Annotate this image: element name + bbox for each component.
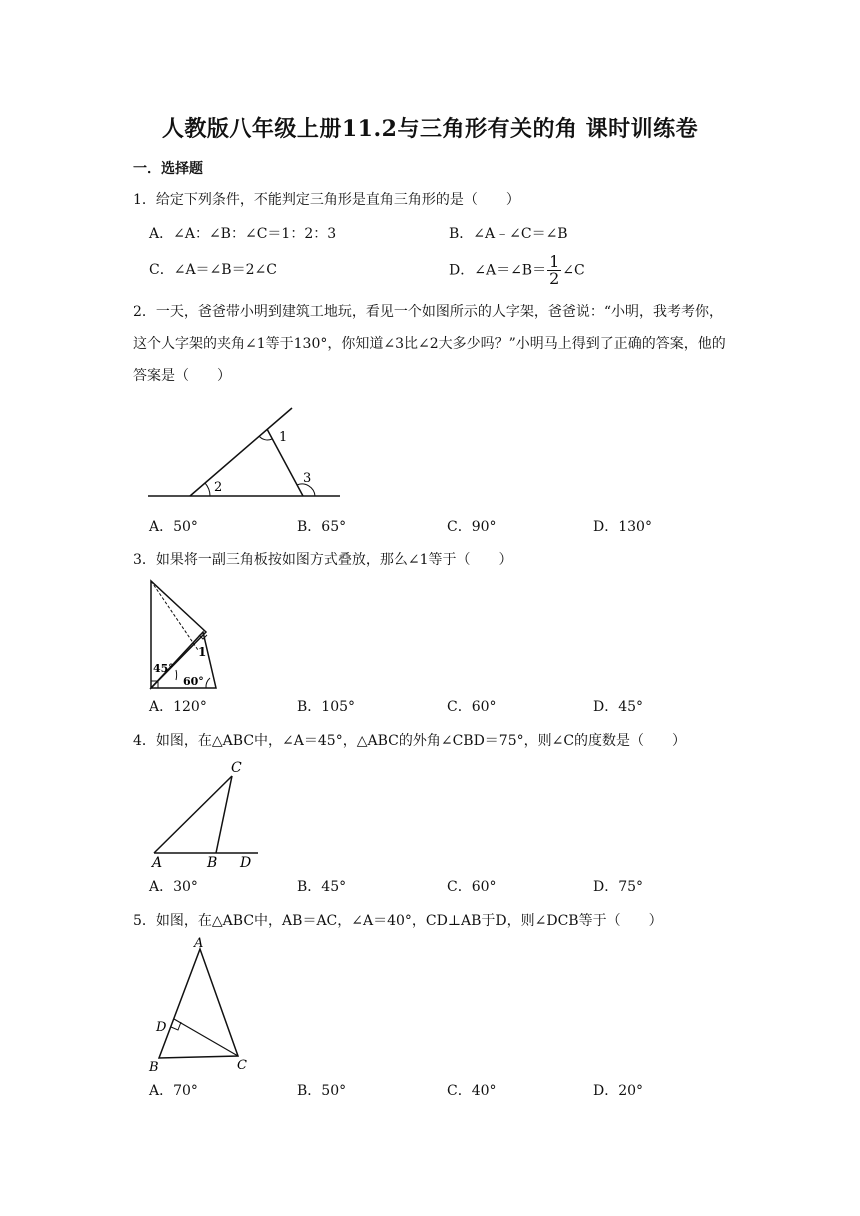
q2-option-c[interactable]: C．90° — [447, 519, 497, 535]
vertex-b-label: B — [149, 1060, 159, 1075]
vertex-c-label: C — [237, 1058, 247, 1073]
q5-option-b[interactable]: B．50° — [297, 1083, 347, 1099]
q1-option-d-suffix: ∠C — [562, 262, 585, 279]
angle-60-arc — [206, 678, 210, 688]
q5-option-d[interactable]: D．20° — [593, 1083, 644, 1099]
point-d-label: D — [156, 1020, 167, 1035]
angle-60-label: 60° — [183, 675, 204, 688]
angle-2-label: 2 — [214, 480, 223, 495]
section-heading: 一．选择题 — [133, 161, 203, 177]
q3-figure-set-squares — [148, 578, 220, 692]
q2-figure-ladder — [148, 405, 348, 503]
q1-option-d[interactable] — [449, 254, 585, 287]
angle-45-label: 45° — [153, 662, 174, 675]
q1-option-b[interactable]: B．∠A﹣∠C＝∠B — [449, 226, 568, 242]
page-title: 人教版八年级上册11.2与三角形有关的角 课时训练卷 — [161, 116, 699, 142]
q5-figure-isosceles — [146, 935, 256, 1075]
q5-option-c[interactable]: C．40° — [447, 1083, 497, 1099]
fraction-denominator: 2 — [549, 269, 560, 288]
q4-figure-triangle — [148, 760, 260, 870]
fraction — [547, 254, 561, 287]
point-d-label: D — [240, 855, 252, 871]
q2-option-b[interactable]: B．65° — [297, 519, 347, 535]
q3-option-d[interactable]: D．45° — [593, 699, 644, 715]
angle-1-arc — [259, 436, 272, 440]
q1-option-c[interactable]: C．∠A＝∠B＝2∠C — [149, 262, 277, 278]
angle-2-arc — [205, 483, 210, 496]
angle-45-arc — [176, 670, 177, 680]
question-4-stem: 4．如图，在△ABC中，∠A＝45°，△ABC的外角∠CBD＝75°，则∠C的度数是（ ） — [133, 733, 687, 749]
altitude-cd — [174, 1019, 238, 1056]
vertex-a-label: A — [152, 855, 163, 871]
q3-option-b[interactable]: B．105° — [297, 699, 356, 715]
question-3-stem: 3．如果将一副三角板按如图方式叠放，那么∠1等于（ ） — [133, 552, 513, 568]
question-2-stem: 2．一天，爸爸带小明到建筑工地玩，看见一个如图所示的人字架，爸爸说：“小明，我考考你，这个人字架的夹角∠1等于130°，你知道∠3比∠2大多少吗？”小明马上得到了正确的答案，他的答案是（ ） — [133, 304, 726, 384]
q2-option-d[interactable]: D．130° — [593, 519, 652, 535]
q1-option-d-prefix: D．∠A＝∠B＝ — [449, 262, 547, 279]
question-5-stem: 5．如图，在△ABC中，AB＝AC，∠A＝40°，CD⊥AB于D，则∠DCB等于（ ） — [133, 913, 663, 929]
question-1-stem: 1．给定下列条件，不能判定三角形是直角三角形的是（ ） — [133, 192, 520, 208]
q1-option-a[interactable]: A．∠A：∠B：∠C＝1：2：3 — [149, 226, 337, 242]
fraction-numerator: 1 — [549, 252, 560, 271]
q4-option-a[interactable]: A．30° — [149, 879, 198, 895]
q4-option-d[interactable]: D．75° — [593, 879, 644, 895]
q5-option-a[interactable]: A．70° — [149, 1083, 198, 1099]
q2-option-a[interactable]: A．50° — [149, 519, 198, 535]
q3-option-c[interactable]: C．60° — [447, 699, 497, 715]
dashed-line — [151, 581, 198, 650]
q4-option-c[interactable]: C．60° — [447, 879, 497, 895]
side-ac — [154, 776, 232, 853]
angle-1-label: 1 — [279, 430, 288, 445]
angle-1-label: 1 — [198, 645, 207, 659]
q4-option-b[interactable]: B．45° — [297, 879, 347, 895]
triangle-abc — [159, 949, 238, 1058]
angle-3-label: 3 — [303, 471, 312, 486]
vertex-b-label: B — [207, 855, 218, 871]
q3-option-a[interactable]: A．120° — [149, 699, 207, 715]
vertex-c-label: C — [231, 760, 242, 776]
side-bc — [216, 776, 232, 853]
vertex-a-label: A — [194, 936, 204, 951]
